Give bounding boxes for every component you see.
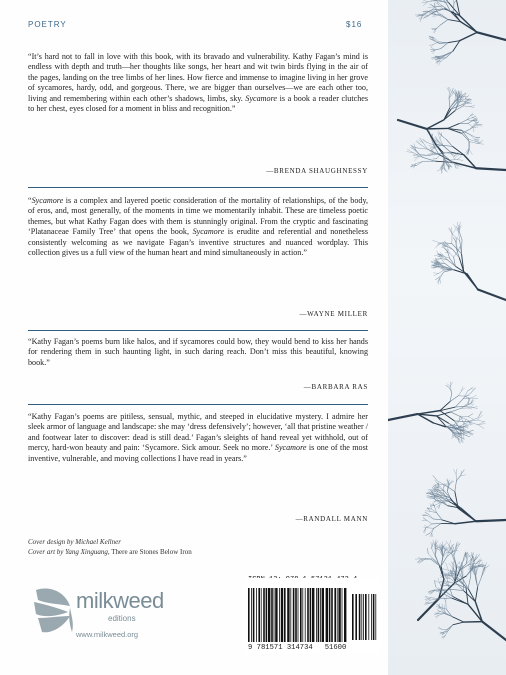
cover-art-title: There are Stones Below Iron xyxy=(111,548,192,556)
blurb-3-attribution: —BARBARA RAS xyxy=(303,383,368,391)
price-label: $16 xyxy=(346,20,363,29)
blurb-4: “Kathy Fagan’s poems are pitiless, sensual, mythic, and steeped in elucidative mystery. I admire her sleek armor of language and landscape: she may ‘dress defensively’; however, ‘all that pristine weather / and footwear later to discover: dead is still dead.’ Fagan’s sleights of hand reveal yet withhold, out of mercy, hard-won beauty and pain: ‘Sycamore. Sick amour. Seek no more.’ Sycamore is one of the most inventive, vulnerable, and moving collections I have read in years.” xyxy=(28,412,368,463)
blurb-1-attribution: —BRENDA SHAUGHNESSY xyxy=(266,167,368,175)
cover-credits xyxy=(28,537,192,557)
blurb-3: “Kathy Fagan’s poems burn like halos, and if sycamores could bow, they would bend to kiss her hands for rendering them in such haunting light, in such daring reach. Don’t miss this beautiful, knowing book.” xyxy=(28,337,368,367)
barcode-ean: 9 781571 314734 xyxy=(248,644,313,652)
barcode-number xyxy=(248,644,346,652)
publisher-sub: editions xyxy=(108,614,136,623)
publisher-name: milkweed xyxy=(76,588,164,613)
category-label: POETRY xyxy=(28,20,67,29)
divider xyxy=(28,330,368,331)
blurb-4-attribution: —RANDALL MANN xyxy=(295,515,368,523)
blurb-1: “It’s hard not to fall in love with this book, with its bravado and vulnerability. Kathy Fagan’s mind is endless with depth and truth—her thoughts like songs, her heart and wit twin birds flying in the air of the pages, landing on the tree limbs of her lines. How fierce and immense to imagine living in her grove of sycamores, hardy, odd, and gorgeous. There, we are bigger than ourselves—we are each other too, living and remembering within each other’s shadows, limbs, sky. Sycamore is a book a reader clutches to her chest, eyes closed for a moment in bliss and recognition.” xyxy=(28,52,368,114)
barcode-icon xyxy=(242,578,382,654)
divider xyxy=(28,404,368,405)
isbn-text: ISBN-13: 978-1-57131-473-4 xyxy=(248,576,358,584)
cover-art-branches-image xyxy=(388,0,506,675)
barcode-price-code: 51600 xyxy=(324,644,347,652)
cover-design-credit: Cover design by Michael Kellner xyxy=(28,538,121,546)
blurb-2-attribution: —WAYNE MILLER xyxy=(299,310,368,318)
divider xyxy=(28,187,368,188)
publisher-url[interactable]: www.milkweed.org xyxy=(76,630,139,639)
blurb-2: “Sycamore is a complex and layered poetic consideration of the mortality of relationships, of the body, of eros, and, most generally, of the moments in time we momentarily inhabit. These are timeless poetic themes, but what Kathy Fagan does with them is stunningly original. From the cryptic and fascinating ‘Platanaceae Family Tree’ that opens the book, Sycamore is erudite and referential and nonetheless consistently welcoming as we navigate Fagan’s inventive structures and nuanced wordplay. This collection gives us a full view of the human heart and mind simultaneously in action.” xyxy=(28,196,368,258)
cover-art-credit: Cover art by Yang Xinguang, xyxy=(28,548,110,556)
